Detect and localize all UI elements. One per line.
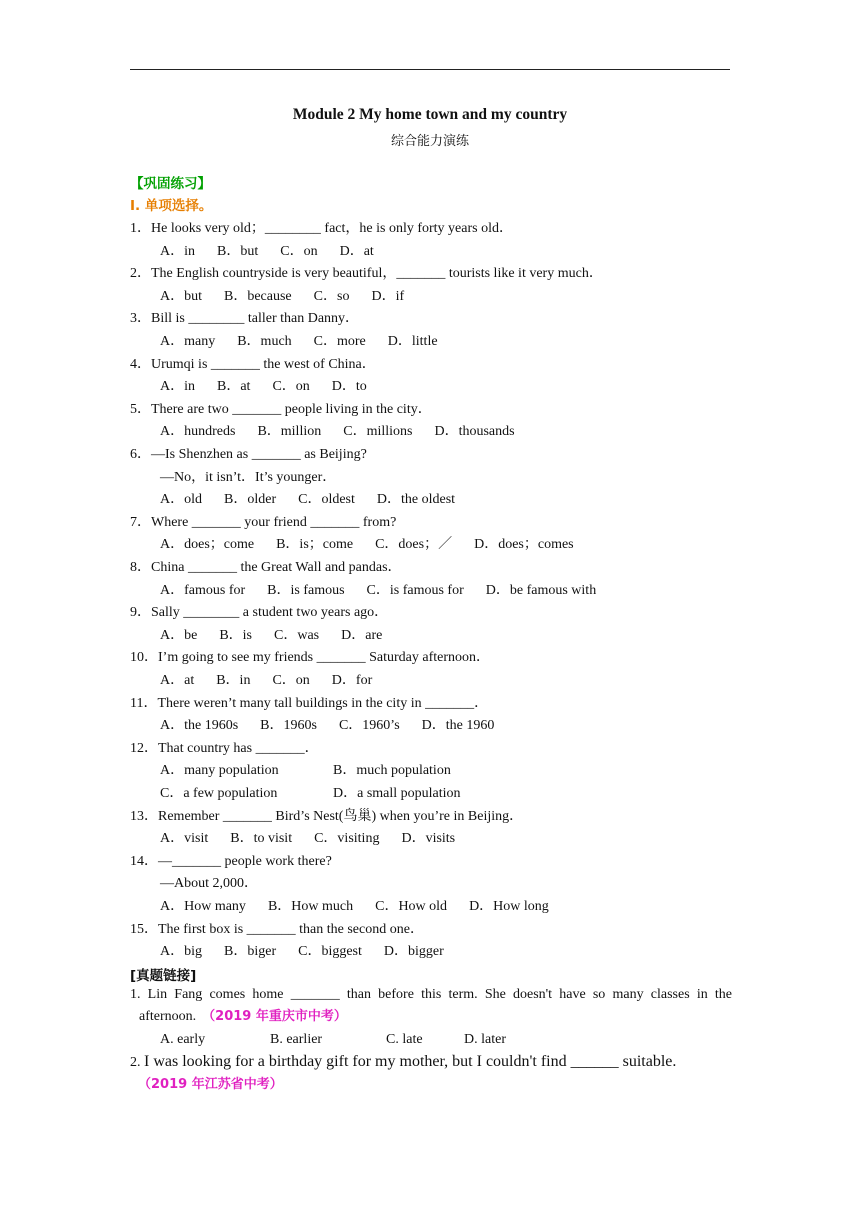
page-title: Module 2 My home town and my country (292, 106, 568, 123)
option[interactable]: C. late (386, 1032, 423, 1047)
option[interactable]: D．How long (469, 899, 549, 914)
question-10-options (160, 672, 394, 690)
question-12-options (160, 785, 506, 803)
option[interactable]: A．How many (160, 899, 246, 914)
question-14-options (160, 898, 571, 916)
option[interactable]: C．was (274, 627, 320, 643)
question-10: 10．I’m going to see my friends _______ Saturday afternoon． (130, 650, 491, 666)
option[interactable]: B. earlier (270, 1032, 323, 1047)
question-2-options (160, 288, 426, 306)
option[interactable]: C．How old (375, 899, 448, 914)
option[interactable]: C．does；／ (375, 537, 453, 553)
page-subtitle: 综合能力演练 (390, 134, 469, 149)
question-5: 5．There are two _______ people living in the city． (130, 401, 432, 417)
option[interactable]: C．on (272, 379, 310, 395)
option[interactable]: B．is；come (276, 537, 354, 553)
option[interactable]: D．does；comes (474, 537, 574, 553)
question-2: 2．The English countryside is very beautiful，_______ tourists like it very much． (130, 266, 603, 282)
real-question-1-source: （2019 年重庆市中考） (202, 1009, 347, 1024)
question-3: 3．Bill is ________ taller than Danny． (130, 311, 360, 327)
option[interactable]: A．but (160, 288, 202, 304)
question-7: 7．Where _______ your friend _______ from? (130, 514, 397, 530)
option[interactable]: B．in (216, 673, 251, 688)
question-3-options (160, 333, 460, 351)
option[interactable]: C．oldest (298, 492, 355, 508)
option[interactable]: D．the oldest (376, 492, 456, 508)
option[interactable]: D．be famous with (485, 582, 597, 598)
option[interactable]: A．old (160, 492, 202, 508)
question-11: 11．There weren’t many tall buildings in the city in _______． (130, 695, 489, 711)
option[interactable]: A．be (160, 627, 198, 643)
real-question-1-tail: afternoon. (139, 1009, 197, 1024)
option[interactable]: D．bigger (383, 944, 444, 960)
option[interactable]: A．does；come (160, 537, 255, 553)
option[interactable]: B．older (224, 492, 277, 508)
option[interactable]: A．at (160, 673, 195, 688)
question-9: 9．Sally ________ a student two years ago． (130, 605, 389, 621)
question-6-options (160, 491, 477, 509)
option[interactable]: C．so (313, 288, 350, 304)
question-15-options (160, 943, 466, 961)
option[interactable]: C．more (313, 334, 366, 349)
option[interactable]: A. early (160, 1032, 206, 1047)
question-13-options (160, 830, 477, 848)
real-question-2-source-line (138, 1076, 283, 1094)
option[interactable]: D．thousands (434, 424, 515, 440)
option[interactable]: B．is famous (267, 582, 345, 598)
option[interactable]: D．a small population (333, 786, 461, 801)
real-question-2-source: （2019 年江苏省中考） (138, 1077, 283, 1092)
option[interactable]: B．How much (267, 899, 354, 914)
option[interactable]: C．visiting (314, 831, 380, 847)
option[interactable]: D. later (464, 1032, 506, 1047)
option[interactable]: B．biger (224, 944, 277, 960)
section-heading: 【巩固练习】 (130, 176, 211, 192)
question-13: 13．Remember _______ Bird’s Nest(鸟巢) when you’re in Beijing． (130, 808, 524, 824)
question-8-options (160, 582, 618, 600)
option[interactable]: D．are (341, 627, 383, 643)
question-8: 8．China _______ the Great Wall and pandas． (130, 560, 402, 575)
question-1-options (160, 243, 396, 261)
option[interactable]: B．is (219, 627, 253, 643)
real-heading: [真题链接] (130, 968, 197, 984)
question-7-options (160, 536, 596, 554)
real-question-2-text: I was looking for a birthday gift for my mother, but I couldn't find ______ suitable. (144, 1053, 677, 1070)
option[interactable]: B．much population (333, 763, 451, 779)
question-6-reply: —No，it isn’t．It’s younger． (160, 469, 337, 485)
option[interactable]: C．is famous for (366, 582, 464, 598)
option[interactable]: C．a few population (160, 786, 278, 801)
question-11-options (160, 717, 516, 735)
option[interactable]: C．millions (343, 424, 413, 440)
question-12-options (160, 762, 506, 780)
question-15: 15．The first box is _______ than the second one． (130, 921, 424, 937)
real-question-1: 1. Lin Fang comes home _______ than before this term. She doesn't have so many classes in the (130, 987, 732, 1002)
option[interactable]: A．many population (160, 763, 279, 779)
option[interactable]: A．big (160, 944, 202, 960)
option[interactable]: B．to visit (230, 831, 293, 847)
option[interactable]: A．visit (160, 831, 209, 847)
option[interactable]: B．million (257, 424, 322, 440)
question-5-options (160, 423, 537, 441)
option[interactable]: A．famous for (160, 582, 246, 598)
question-6: 6．—Is Shenzhen as _______ as Beijing? (130, 447, 367, 462)
question-9-options (160, 627, 404, 645)
option[interactable]: B．at (217, 379, 251, 395)
option[interactable]: A．the 1960s (160, 718, 239, 734)
option[interactable]: B．1960s (260, 718, 317, 734)
option[interactable]: D．at (339, 243, 374, 259)
option[interactable]: C．on (280, 243, 318, 259)
option[interactable]: A．many (160, 334, 216, 349)
option[interactable]: C．biggest (298, 944, 362, 960)
option[interactable]: A．hundreds (160, 424, 236, 440)
option[interactable]: D．the 1960 (421, 718, 495, 734)
question-1: 1．He looks very old；________ fact，he is only forty years old． (130, 221, 513, 236)
option[interactable]: D．visits (401, 831, 456, 847)
option[interactable]: D．to (331, 379, 367, 395)
question-4: 4．Urumqi is _______ the west of China． (130, 356, 376, 372)
question-14-reply: —About 2,000． (160, 876, 258, 892)
option[interactable]: D．for (331, 673, 373, 688)
option[interactable]: B．because (224, 288, 292, 304)
option[interactable]: B．much (237, 334, 292, 349)
option[interactable]: D．if (371, 288, 405, 304)
real-question-1-cont (139, 1008, 347, 1026)
option[interactable]: D．little (387, 334, 438, 349)
question-12: 12．That country has _______． (130, 740, 319, 756)
option[interactable]: B．but (217, 243, 259, 259)
option[interactable]: C．1960’s (338, 718, 400, 734)
real-question-2 (130, 1053, 676, 1072)
header-rule (130, 69, 730, 70)
question-4-options (160, 378, 389, 396)
real-question-1-options (160, 1031, 506, 1049)
part-heading: I. 单项选择。 (130, 198, 213, 214)
option[interactable]: C．on (272, 673, 310, 688)
option[interactable]: A．in (160, 379, 195, 395)
option[interactable]: A．in (160, 243, 195, 259)
question-14: 14．—_______ people work there? (130, 853, 332, 869)
real-question-2-num: 2. (130, 1055, 141, 1070)
